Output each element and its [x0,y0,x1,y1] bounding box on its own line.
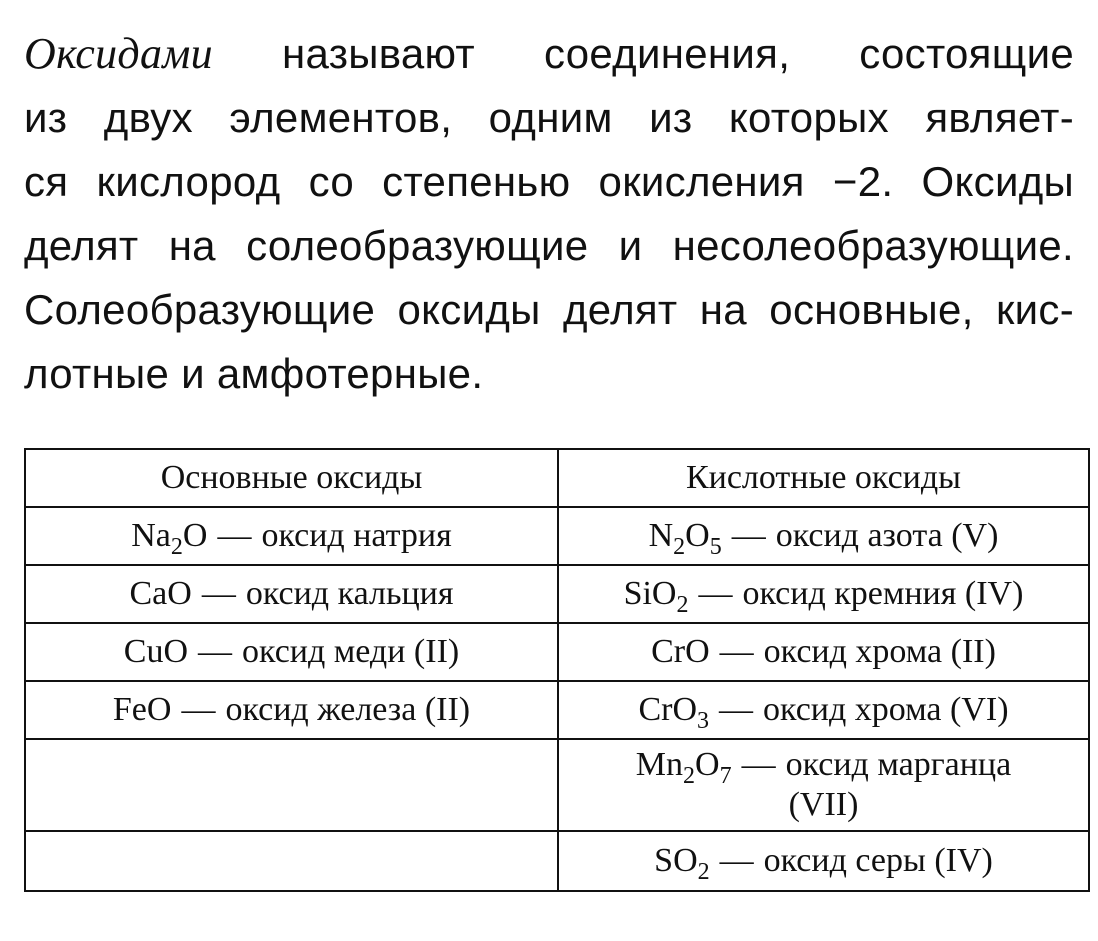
paragraph-line-3: ся кислород со степенью окисления −2. Оксиды [24,158,1074,205]
table-header-row [25,449,1089,507]
basic-oxide-cell: CuO — оксид меди (II) [25,623,558,681]
table-row [25,565,1089,623]
defined-term: Оксидами [24,29,213,78]
acidic-oxide-cell: CrO$_3$ — оксид хрома (VI) [558,681,1089,739]
acidic-oxide-cell: CrO — оксид хрома (II) [558,623,1089,681]
oxides-table [24,448,1090,892]
paragraph-line-1-text: называют соединения, состоящие [212,30,1074,77]
acidic-oxide-cell: $Mn_2O_7$ — оксид марганца (VII) [558,739,1089,831]
definition-paragraph [24,22,1074,406]
empty-cell [25,739,558,831]
table-row [25,681,1089,739]
table-row [25,739,1089,831]
paragraph-line-1 [24,22,1074,86]
basic-oxide-cell: $Na_2O$ — оксид натрия [25,507,558,565]
acidic-oxide-cell: $SO_2$ — оксид серы (IV) [558,831,1089,891]
table-row [25,831,1089,891]
acidic-oxide-cell: SiO$_2$ — оксид кремния (IV) [558,565,1089,623]
header-basic-oxides: Основные оксиды [25,449,558,507]
table-row [25,507,1089,565]
header-acidic-oxides: Кислотные оксиды [558,449,1089,507]
paragraph-line-2: из двух элементов, одним из которых являет- [24,94,1074,141]
basic-oxide-cell: FeO — оксид железа (II) [25,681,558,739]
paragraph-line-5: Солеобразующие оксиды делят на основные, кис- [24,286,1074,333]
paragraph-line-4: делят на солеобразующие и несолеобразующие. [24,222,1074,269]
acidic-oxide-cell: $N_2O_5$ — оксид азота (V) [558,507,1089,565]
empty-cell [25,831,558,891]
basic-oxide-cell: CaO — оксид кальция [25,565,558,623]
paragraph-line-6: лотные и амфотерные. [24,350,484,397]
table-row [25,623,1089,681]
